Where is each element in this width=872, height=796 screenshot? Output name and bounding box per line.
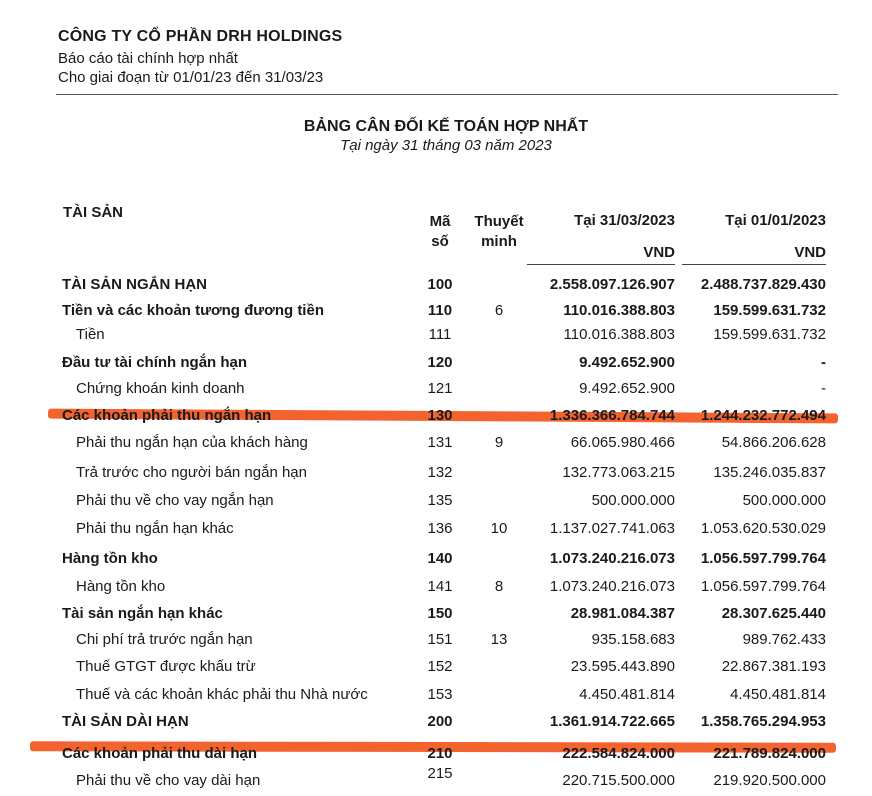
row-value-2023-03-31: 2.558.097.126.907 xyxy=(549,276,675,293)
row-value-2023-01-01: 135.246.035.837 xyxy=(713,464,826,481)
table-row xyxy=(0,709,872,735)
table-row xyxy=(0,765,872,794)
table-row xyxy=(0,601,872,627)
row-code: 100 xyxy=(427,276,453,293)
row-code: 110 xyxy=(427,302,453,319)
page-subtitle: Tại ngày 31 tháng 03 năm 2023 xyxy=(340,137,552,154)
col-header-period-1: Tại 31/03/2023 xyxy=(574,212,675,229)
row-code: 140 xyxy=(427,550,453,567)
row-code: 136 xyxy=(427,520,453,537)
row-label: Chứng khoán kinh doanh xyxy=(76,380,245,397)
company-name: CÔNG TY CỔ PHẦN DRH HOLDINGS xyxy=(58,28,343,45)
row-value-2023-03-31: 23.595.443.890 xyxy=(570,658,675,675)
row-value-2023-03-31: 110.016.388.803 xyxy=(563,326,675,343)
row-value-2023-03-31: 1.073.240.216.073 xyxy=(549,550,675,567)
row-value-2023-01-01: 500.000.000 xyxy=(742,492,826,509)
row-code: 210 xyxy=(427,745,453,762)
row-label: Phải thu về cho vay ngắn hạn xyxy=(76,492,274,509)
row-value-2023-01-01: 1.056.597.799.764 xyxy=(700,578,826,595)
table-row xyxy=(0,516,872,542)
row-label: Đầu tư tài chính ngắn hạn xyxy=(62,354,248,371)
row-value-2023-01-01: 1.056.597.799.764 xyxy=(700,550,826,567)
row-code: 141 xyxy=(427,578,453,595)
row-code: 150 xyxy=(427,605,453,622)
row-value-2023-01-01: 1.053.620.530.029 xyxy=(700,520,826,537)
row-code: 200 xyxy=(427,713,453,730)
col-header-code-line1: Mã xyxy=(429,213,451,230)
row-note: 13 xyxy=(490,631,508,648)
row-value-2023-03-31: 9.492.652.900 xyxy=(579,380,675,397)
row-value-2023-01-01: 1.358.765.294.953 xyxy=(700,713,826,730)
row-note: 6 xyxy=(494,302,504,319)
table-row xyxy=(0,350,872,376)
row-label: TÀI SẢN DÀI HẠN xyxy=(62,713,189,730)
row-label: Hàng tồn kho xyxy=(62,550,158,567)
row-label: Tiền và các khoản tương đương tiền xyxy=(62,302,324,319)
table-row-highlighted xyxy=(0,741,872,767)
row-code: 120 xyxy=(427,354,453,371)
row-value-2023-03-31: 935.158.683 xyxy=(591,631,675,648)
report-period: Cho giai đoạn từ 01/01/23 đến 31/03/23 xyxy=(58,69,324,86)
row-value-2023-01-01: - xyxy=(821,380,826,397)
row-code: 215 xyxy=(427,765,453,782)
row-label: Trả trước cho người bán ngắn hạn xyxy=(76,464,307,481)
row-code: 153 xyxy=(427,686,453,703)
table-row-highlighted xyxy=(0,403,872,429)
row-value-2023-03-31: 1.137.027.741.063 xyxy=(549,520,675,537)
row-label: Tài sản ngắn hạn khác xyxy=(62,605,223,622)
row-value-2023-03-31: 222.584.824.000 xyxy=(562,745,675,762)
table-row xyxy=(0,272,872,298)
row-value-2023-03-31: 1.361.914.722.665 xyxy=(549,713,675,730)
table-row xyxy=(0,682,872,708)
table-row xyxy=(0,654,872,680)
table-row xyxy=(0,460,872,486)
row-value-2023-03-31: 4.450.481.814 xyxy=(579,686,675,703)
row-value-2023-01-01: 28.307.625.440 xyxy=(721,605,826,622)
row-value-2023-01-01: - xyxy=(821,354,826,371)
row-value-2023-03-31: 9.492.652.900 xyxy=(579,354,675,371)
row-label: Các khoản phải thu ngắn hạn xyxy=(62,407,272,424)
row-label: Tiền xyxy=(76,326,105,343)
row-value-2023-03-31: 220.715.500.000 xyxy=(562,772,675,789)
row-label: Thuế GTGT được khấu trừ xyxy=(76,658,256,675)
row-label: Phải thu về cho vay dài hạn xyxy=(76,772,261,789)
col-underline-2 xyxy=(682,264,826,265)
row-code: 135 xyxy=(427,492,453,509)
col-header-note-line1: Thuyết xyxy=(474,213,524,230)
row-value-2023-01-01: 219.920.500.000 xyxy=(713,772,826,789)
col-header-period-2: Tại 01/01/2023 xyxy=(725,212,826,229)
row-value-2023-01-01: 221.789.824.000 xyxy=(713,745,826,762)
row-code: 131 xyxy=(427,434,453,451)
row-value-2023-01-01: 54.866.206.628 xyxy=(721,434,826,451)
table-row xyxy=(0,488,872,514)
row-note: 10 xyxy=(490,520,508,537)
col-underline-1 xyxy=(527,264,675,265)
row-label: Phải thu ngắn hạn khác xyxy=(76,520,234,537)
row-code: 111 xyxy=(428,326,452,343)
row-value-2023-01-01: 159.599.631.732 xyxy=(713,326,826,343)
row-note: 9 xyxy=(494,434,504,451)
row-value-2023-03-31: 28.981.084.387 xyxy=(570,605,675,622)
col-header-code-line2: số xyxy=(431,233,449,250)
table-row xyxy=(0,376,872,402)
row-code: 132 xyxy=(427,464,453,481)
table-row xyxy=(0,574,872,600)
row-value-2023-01-01: 22.867.381.193 xyxy=(721,658,826,675)
row-note: 8 xyxy=(494,578,504,595)
page-title: BẢNG CÂN ĐỐI KẾ TOÁN HỢP NHẤT xyxy=(303,118,589,135)
col-header-assets: TÀI SẢN xyxy=(63,204,123,221)
table-row xyxy=(0,322,872,348)
col-header-currency-2: VND xyxy=(794,244,826,261)
row-label: Thuế và các khoản khác phải thu Nhà nước xyxy=(76,686,368,703)
row-label: TÀI SẢN NGẮN HẠN xyxy=(62,276,207,293)
row-code: 151 xyxy=(427,631,453,648)
header-rule xyxy=(56,94,838,95)
row-value-2023-03-31: 132.773.063.215 xyxy=(562,464,675,481)
row-value-2023-03-31: 1.073.240.216.073 xyxy=(549,578,675,595)
col-header-note xyxy=(462,212,536,252)
row-label: Chi phí trả trước ngắn hạn xyxy=(76,631,253,648)
row-code: 152 xyxy=(427,658,453,675)
col-header-currency-1: VND xyxy=(643,244,675,261)
row-code: 121 xyxy=(427,380,453,397)
row-value-2023-01-01: 2.488.737.829.430 xyxy=(700,276,826,293)
row-value-2023-03-31: 110.016.388.803 xyxy=(563,302,675,319)
row-value-2023-03-31: 1.336.366.784.744 xyxy=(549,407,675,424)
table-row xyxy=(0,627,872,653)
row-label: Hàng tồn kho xyxy=(76,578,166,595)
row-value-2023-03-31: 500.000.000 xyxy=(591,492,675,509)
row-label: Các khoản phải thu dài hạn xyxy=(62,745,258,762)
row-value-2023-01-01: 989.762.433 xyxy=(742,631,826,648)
table-row xyxy=(0,546,872,572)
row-label: Phải thu ngắn hạn của khách hàng xyxy=(76,434,308,451)
row-value-2023-03-31: 66.065.980.466 xyxy=(570,434,675,451)
row-value-2023-01-01: 4.450.481.814 xyxy=(730,686,826,703)
table-row xyxy=(0,298,872,324)
table-row xyxy=(0,430,872,456)
row-value-2023-01-01: 159.599.631.732 xyxy=(713,302,826,319)
col-header-note-line2: minh xyxy=(481,233,517,250)
report-type: Báo cáo tài chính hợp nhất xyxy=(58,50,238,67)
row-value-2023-01-01: 1.244.232.772.494 xyxy=(700,407,826,424)
row-code: 130 xyxy=(427,407,453,424)
